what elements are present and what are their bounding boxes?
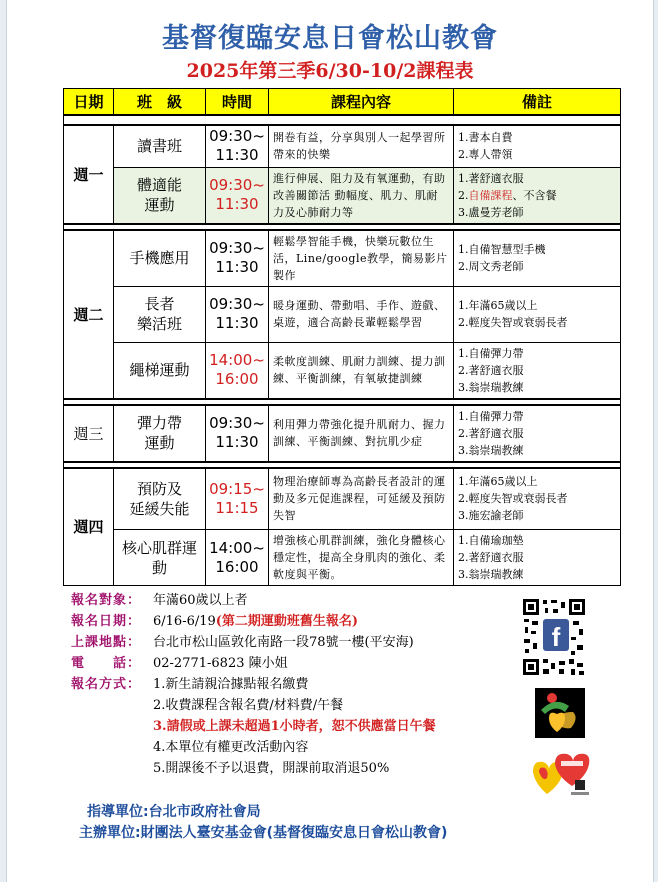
table-row <box>64 530 621 586</box>
table-row <box>64 405 621 462</box>
class-time: 09:30~ 11:30 <box>206 230 269 287</box>
schedule-table <box>63 88 621 586</box>
table-row <box>64 230 621 287</box>
table-row <box>64 286 621 342</box>
method-label: 報名方式： <box>71 677 142 692</box>
header-content: 課程內容 <box>269 89 454 116</box>
phone-value: 02-2771-6823 陳小姐 <box>153 656 288 671</box>
svg-text:f: f <box>551 622 561 652</box>
class-name: 長者 樂活班 <box>114 286 206 342</box>
class-notes: 1.自備彈力帶 2.著舒適衣服 3.翁崇瑞教練 <box>454 342 621 399</box>
phone-label: 電 話： <box>71 656 142 671</box>
class-name: 繩梯運動 <box>114 342 206 399</box>
class-name: 預防及 延緩失能 <box>114 468 206 530</box>
heart-hands-logo-icon <box>535 688 585 738</box>
page-subtitle: 2025年第三季6/30-10/2課程表 <box>186 60 474 82</box>
footer <box>79 802 448 844</box>
table-row <box>64 342 621 399</box>
class-time: 09:30~ 11:30 <box>206 286 269 342</box>
table-row <box>64 468 621 530</box>
day-cell: 週四 <box>64 468 114 586</box>
flyer-page <box>6 0 654 882</box>
class-time: 14:00~ 16:00 <box>206 342 269 399</box>
table-header-row <box>64 89 621 116</box>
date-label: 報名日期： <box>71 614 142 629</box>
class-name: 彈力帶 運動 <box>114 405 206 462</box>
header-class: 班 級 <box>114 89 206 116</box>
day-cell: 週二 <box>64 230 114 399</box>
class-content: 進行伸展、阻力及有氧運動，有助改善關節活 動幅度、肌力、肌耐力及心肺耐力等 <box>269 167 454 224</box>
header-time: 時間 <box>206 89 269 116</box>
date-value: 6/16-6/19 <box>153 614 216 629</box>
class-content: 物理治療師專為高齡長者設計的運動及多元促進課程，可延緩及預防失智 <box>269 468 454 530</box>
registration-info <box>71 590 511 779</box>
class-notes: 1.自備彈力帶 2.著舒適衣服 3.翁崇瑞教練 <box>454 405 621 462</box>
class-content: 開卷有益，分享與別人一起學習所帶來的快樂 <box>269 125 454 167</box>
class-content: 增強核心肌群訓練，強化身體核心穩定性，提高全身肌肉的強化、柔軟度與平衡。 <box>269 530 454 586</box>
table-row <box>64 125 621 167</box>
target-value: 年滿60歲以上者 <box>153 593 248 608</box>
class-content: 柔軟度訓練、肌耐力訓練、提力訓練、平衡訓練，有氧敏捷訓練 <box>269 342 454 399</box>
method-item: 5.開課後不予以退費，開課前取消退50% <box>153 761 390 776</box>
class-notes: 1.自備智慧型手機 2.周文秀老師 <box>454 230 621 287</box>
class-time: 09:30~ 11:30 <box>206 167 269 224</box>
header-notes: 備註 <box>454 89 621 116</box>
class-notes: 1.自備瑜珈墊 2.著舒適衣服 3.翁崇瑞教練 <box>454 530 621 586</box>
table-row <box>64 167 621 224</box>
place-label: 上課地點： <box>71 635 142 650</box>
class-name: 讀書班 <box>114 125 206 167</box>
hearts-logo-icon <box>529 750 595 800</box>
class-content: 輕鬆學智能手機，快樂玩數位生活，Line/google教學，簡易影片製作 <box>269 230 454 287</box>
class-name: 手機應用 <box>114 230 206 287</box>
page-title: 基督復臨安息日會松山教會 <box>162 23 498 54</box>
target-label: 報名對象： <box>71 593 142 608</box>
header-date: 日期 <box>64 89 114 116</box>
method-item: 2.收費課程含報名費/材料費/午餐 <box>153 698 344 713</box>
class-name: 體適能 運動 <box>114 167 206 224</box>
day-cell: 週三 <box>64 405 114 462</box>
place-value: 台北市松山區敦化南路一段78號一樓(平安海) <box>153 635 414 650</box>
method-item: 4.本單位有權更改活動內容 <box>153 740 309 755</box>
class-time: 09:30~ 11:30 <box>206 125 269 167</box>
class-time: 09:30~ 11:30 <box>206 405 269 462</box>
facebook-qr-code-icon[interactable] <box>521 597 587 677</box>
host-unit: 主辦單位:財團法人臺安基金會(基督復臨安息日會松山教會) <box>79 825 448 841</box>
class-notes: 1.年滿65歲以上 2.輕度失智或衰弱長者 <box>454 286 621 342</box>
class-notes: 1.年滿65歲以上 2.輕度失智或衰弱長者 3.施宏諭老師 <box>454 468 621 530</box>
method-item: 3.請假或上課未超過1小時者，恕不供應當日午餐 <box>153 719 436 734</box>
class-content: 利用彈力帶強化提升肌耐力、握力訓練、平衡訓練、對抗肌少症 <box>269 405 454 462</box>
class-time: 09:15~ 11:15 <box>206 468 269 530</box>
method-item: 1.新生請親洽據點報名繳費 <box>153 677 309 692</box>
date-note: (第二期運動班舊生報名) <box>215 614 359 629</box>
day-cell: 週一 <box>64 125 114 224</box>
guide-unit: 指導單位:台北市政府社會局 <box>87 804 261 820</box>
class-content: 暖身運動、帶動唱、手作、遊戲、桌遊，適合高齡長輩輕鬆學習 <box>269 286 454 342</box>
class-name: 核心肌群運 動 <box>114 530 206 586</box>
class-notes: 1.書本自費 2.專人帶領 <box>454 125 621 167</box>
class-time: 14:00~ 16:00 <box>206 530 269 586</box>
class-notes: 1.著舒適衣服 2.自備課程、不含餐 3.盧曼芳老師 <box>454 167 621 224</box>
